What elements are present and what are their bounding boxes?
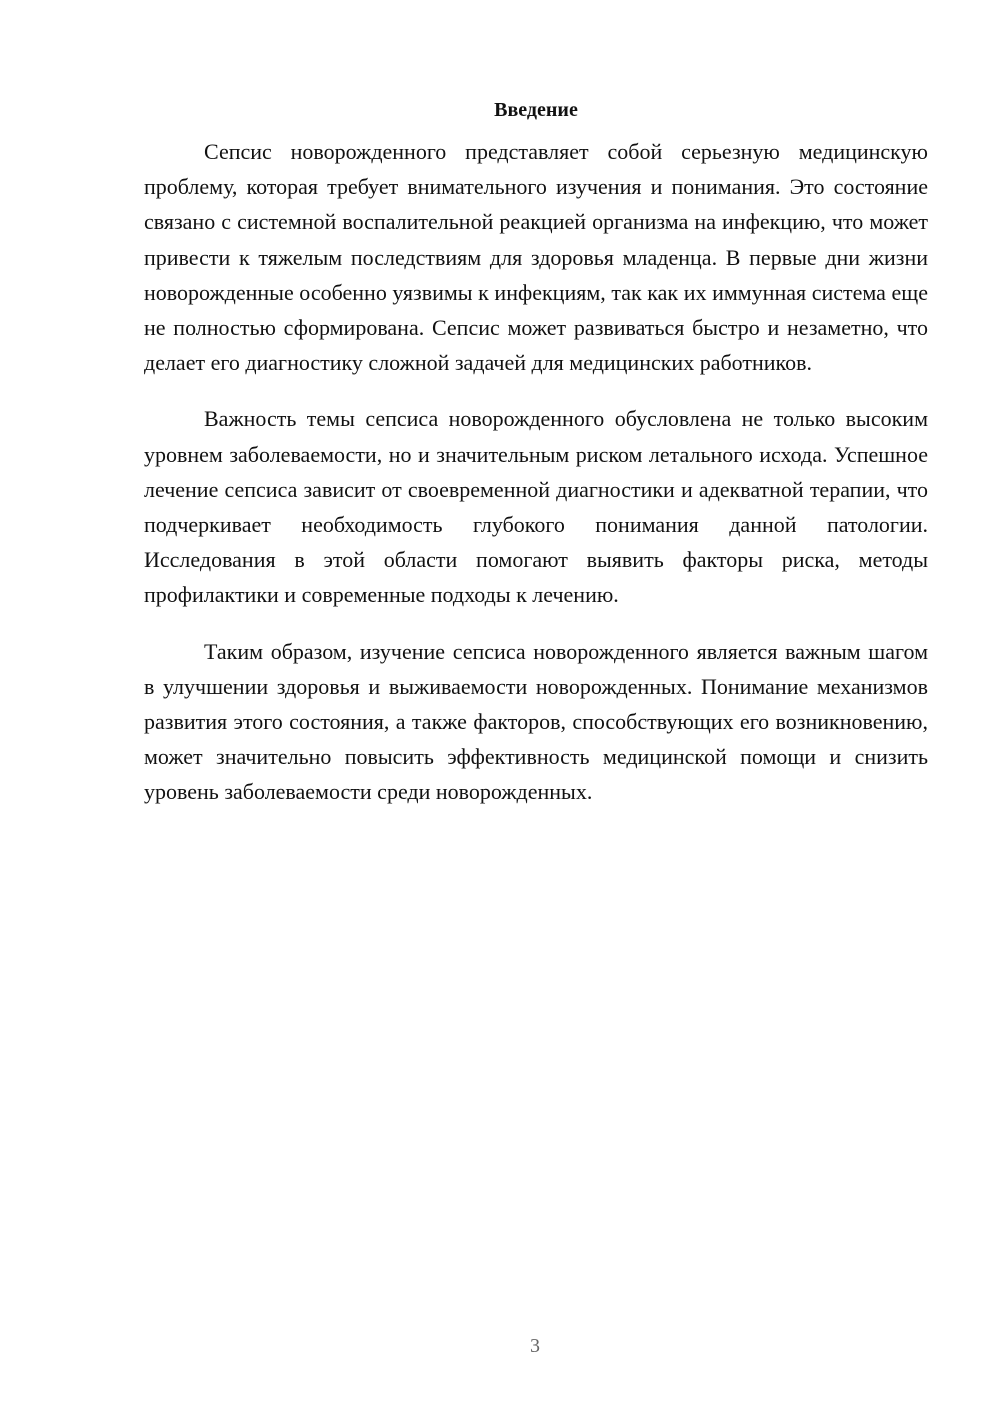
paragraph-1: Сепсис новорожденного представляет собой серьезную медицинскую проблему, которая требует внимательного изучения и понимания. Это состояние связано с системной воспалительной реакцией организма на инфекцию, что может привести к тяжелым последствиям для здоровья младенца. В первые дни жизни новорожденные особенно уязвимы к инфекциям, так как их иммунная система еще не полностью сформирована. Сепсис может развиваться быстро и незаметно, что делает его диагностику сложной задачей для медицинских работников. xyxy=(144,139,928,376)
page-number: 3 xyxy=(530,1335,540,1357)
page-content xyxy=(144,96,928,831)
paragraph-3: Таким образом, изучение сепсиса новорожденного является важным шагом в улучшении здоровья и выживаемости новорожденных. Понимание механизмов развития этого состояния, а также факторов, способствующих его возникновению, может значительно повысить эффективность медицинской помощи и снизить уровень заболеваемости среди новорожденных. xyxy=(144,638,928,805)
section-title: Введение xyxy=(494,99,578,121)
paragraph-2: Важность темы сепсиса новорожденного обусловлена не только высоким уровнем заболеваемости, но и значительным риском летального исхода. Успешное лечение сепсиса зависит от своевременной диагностики и адекватной терапии, что подчеркивает необходимость глубокого понимания данной патологии. Исследования в этой области помогают выявить факторы риска, методы профилактики и современные подходы к лечению. xyxy=(144,406,928,608)
